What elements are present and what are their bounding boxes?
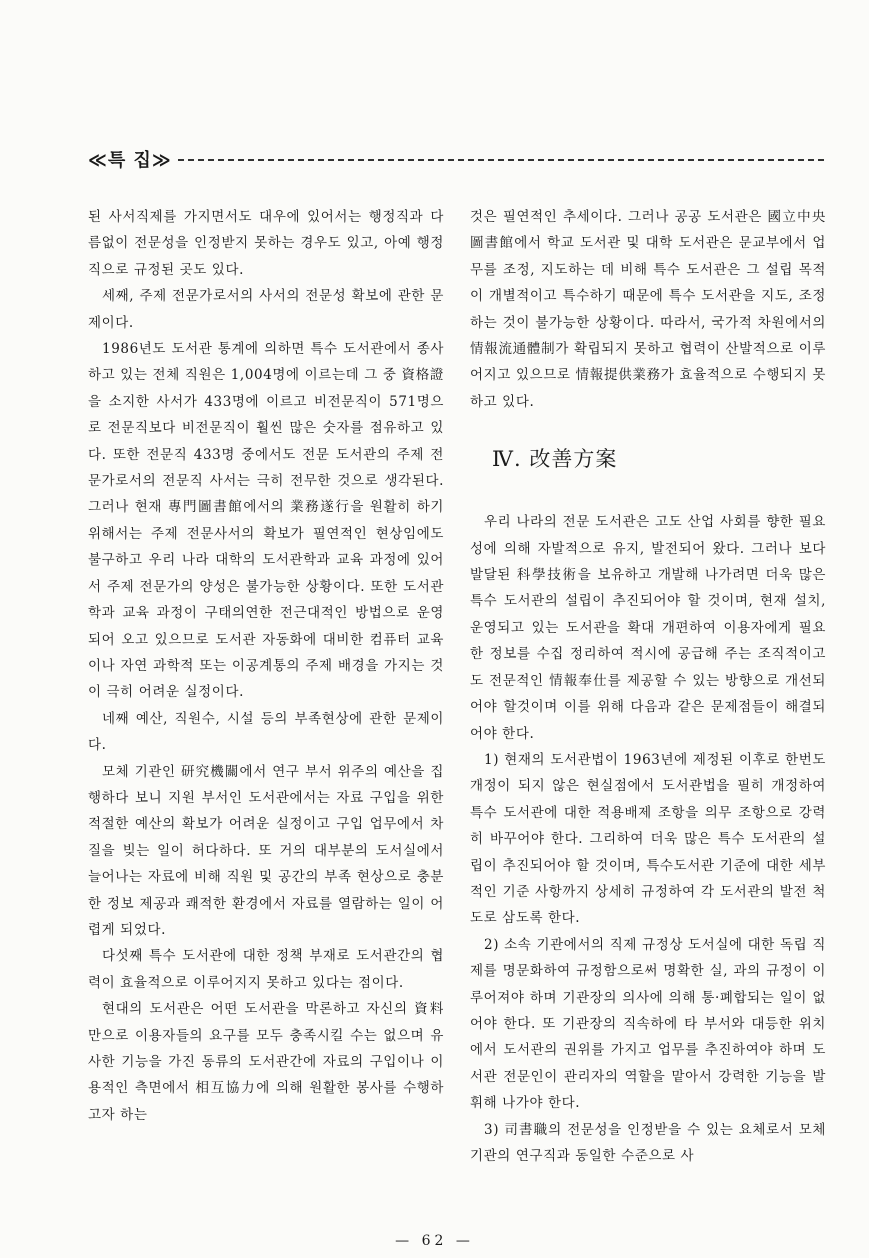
left-column — [88, 204, 444, 1128]
page-number: — 62 — — [395, 1233, 474, 1249]
section-header — [88, 146, 824, 172]
paragraph: 된 사서직제를 가지면서도 대우에 있어서는 행정직과 다름없이 전문성을 인정받지 못하는 경우도 있고, 아예 행정직으로 규정된 곳도 있다. — [88, 209, 444, 278]
paragraph: 2) 소속 기관에서의 직제 규정상 도서실에 대한 독립 직제를 명문화하여 규정함으로써 명확한 실, 과의 규정이 이루어져야 하며 기관장의 의사에 의해 통·폐합되는 일이 없어야 한다. 또 기관장의 직속하에 타 부서와 대등한 위치에서 도서관의 권위를 가지고 업무를 추진하여야 하며 도서관 전문인이 관리자의 역할을 맡아서 강력한 기능을 발휘해 나가야 한다. — [470, 936, 826, 1112]
paragraph: 3) 司書職의 전문성을 인정받을 수 있는 요체로서 모체 기관의 연구직과 동일한 수준으로 사 — [470, 1121, 826, 1164]
paragraph: 1) 현재의 도서관법이 1963년에 제정된 이후로 한번도 개정이 되지 않은 현실점에서 도서관법을 필히 개정하여 특수 도서관에 대한 적용배제 조항을 의무 조항으로 강력히 바꾸어야 한다. 그리하여 더욱 많은 특수 도서관의 설립이 추진되어야 할 것이며, 특수도서관 기준에 대한 세부적인 기준 사항까지 상세히 규정하여 각 도서관의 발전 척도로 삼도록 한다. — [470, 751, 826, 927]
special-feature-label: ≪특 집≫ — [88, 150, 172, 171]
section-heading: Ⅳ. 改善方案 — [492, 447, 618, 472]
paragraph: 것은 필연적인 추세이다. 그러나 공공 도서관은 國立中央圖書館에서 학교 도서관 및 대학 도서관은 문교부에서 업무를 조정, 지도하는 데 비해 특수 도서관은 그 설립 목적이 개별적이고 특수하기 때문에 특수 도서관을 지도, 조정하는 것이 불가능한 상황이다. 따라서, 국가적 차원에서의 情報流通體制가 확립되지 못하고 협력이 산발적으로 이루어지고 있으므로 情報提供業務가 효율적으로 수행되지 못하고 있다. — [470, 209, 826, 410]
paragraph: 1986년도 도서관 통계에 의하면 특수 도서관에서 종사하고 있는 전체 직원은 1,004명에 이르는데 그 중 資格證을 소지한 사서가 433명에 이르고 비전문직이 571명으로 전문직보다 비전문직이 훨씬 많은 숫자를 점유하고 있다. 또한 전문직 433명 중에서도 전문 도서관의 주제 전문가로서의 전문직 사서는 극히 전무한 것으로 생각된다. 그러나 현재 專門圖書館에서의 業務遂行을 원활히 하기 위해서는 주제 전문사서의 확보가 필연적인 현상임에도 불구하고 우리 나라 대학의 도서관학과 교육 과정에 있어서 주제 전문가의 양성은 불가능한 상황이다. 또한 도서관학과 교육 과정이 구태의연한 전근대적인 방법으로 운영되어 오고 있으므로 도서관 자동화에 대비한 컴퓨터 교육이나 자연 과학적 또는 이공계통의 주제 배경을 가지는 것이 극히 어려운 실정이다. — [88, 341, 444, 701]
paragraph: 다섯째 특수 도서관에 대한 정책 부재로 도서관간의 협력이 효율적으로 이루어지지 못하고 있다는 점이다. — [88, 948, 444, 991]
paragraph: 우리 나라의 전문 도서관은 고도 산업 사회를 향한 필요성에 의해 자발적으로 유지, 발전되어 왔다. 그러나 보다 발달된 科學技術을 보유하고 개발해 나가려면 더욱 많은 특수 도서관의 설립이 추진되어야 할 것이며, 현재 설치, 운영되고 있는 도서관을 확대 개편하여 이용자에게 필요한 정보를 수집 정리하여 적시에 공급해 주는 조직적이고도 전문적인 情報奉仕를 제공할 수 있는 방향으로 개선되어야 할것이며 이를 위해 다음과 같은 문제점들이 해결되어야 한다. — [470, 514, 826, 742]
right-column — [470, 204, 826, 1169]
paragraph: 현대의 도서관은 어떤 도서관을 막론하고 자신의 資料만으로 이용자들의 요구를 모두 충족시킬 수는 없으며 유사한 기능을 가진 동류의 도서관간에 자료의 구입이나 이용적인 측면에서 相互協力에 의해 원활한 봉사를 수행하고자 하는 — [88, 1001, 444, 1123]
paragraph: 세째, 주제 전문가로서의 사서의 전문성 확보에 관한 문제이다. — [88, 288, 444, 331]
paragraph: 네째 예산, 직원수, 시설 등의 부족현상에 관한 문제이다. — [88, 710, 444, 754]
header-dashed-rule — [178, 159, 824, 161]
paragraph: 모체 기관인 研究機關에서 연구 부서 위주의 예산을 집행하다 보니 지원 부서인 도서관에서는 자료 구입을 위한 적절한 예산의 확보가 어려운 실정이고 구입 업무에서 차질을 빚는 일이 허다하다. 또 거의 대부분의 도서실에서 늘어나는 자료에 비해 직원 및 공간의 부족 현상으로 충분한 정보 제공과 쾌적한 환경에서 자료를 열람하는 일이 어렵게 되었다. — [88, 763, 444, 938]
